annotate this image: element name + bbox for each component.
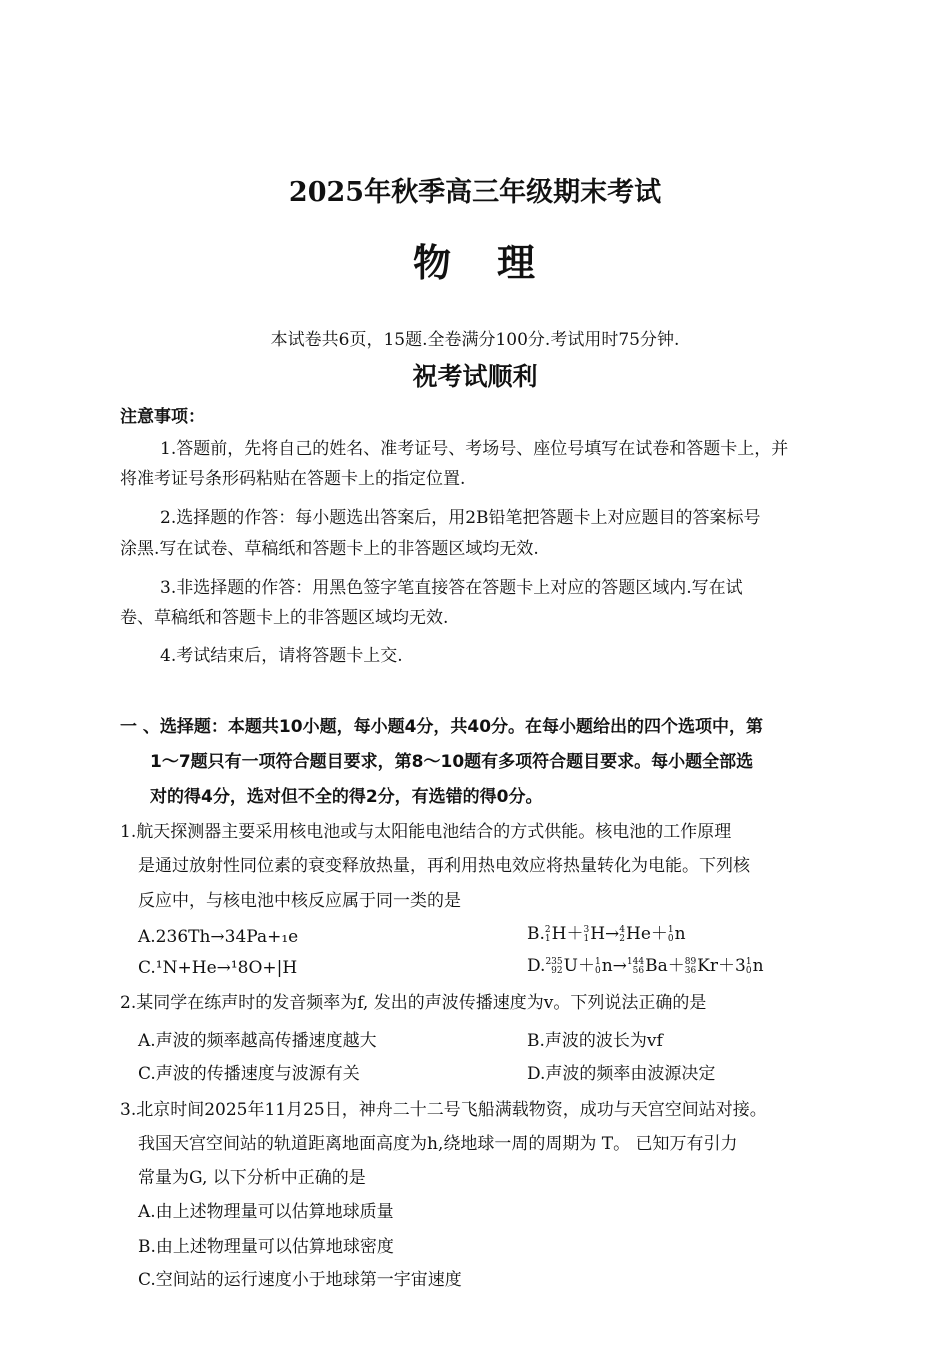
q2-option-d: D.声波的频率由波源决定 [527, 1064, 716, 1084]
q1-option-d-label: D. [527, 956, 546, 976]
notice-item-2-line1: 2.选择题的作答：每小题选出答案后，用2B铅笔把答题卡上对应题目的答案标号 [160, 508, 761, 528]
q2-option-a: A.声波的频率越高传播速度越大 [138, 1031, 377, 1051]
q1-line3: 反应中，与核电池中核反应属于同一类的是 [138, 891, 461, 911]
q2-stem: 2.某同学在练声时的发音频率为f, 发出的声波传播速度为v。下列说法正确的是 [120, 993, 707, 1013]
q1-line1: 1.航天探测器主要采用核电池或与太阳能电池结合的方式供能。核电池的工作原理 [120, 822, 732, 842]
notice-item-1-line1: 1.答题前，先将自己的姓名、准考证号、考场号、座位号填写在试卷和答题卡上，并 [160, 439, 789, 459]
notice-item-1-line2: 将准考证号条形码粘贴在答题卡上的指定位置. [120, 469, 466, 489]
notice-item-3-line2: 卷、草稿纸和答题卡上的非答题区域均无效. [120, 608, 449, 628]
notice-heading: 注意事项： [120, 407, 205, 427]
exam-title: 2025年秋季高三年级期末考试 [288, 177, 662, 208]
q1-option-b: B.2 1H＋3 1H→4 2He＋1 0n [527, 924, 686, 944]
blessing: 祝考试顺利 [412, 362, 538, 391]
q3-option-b: B.由上述物理量可以估算地球密度 [138, 1237, 394, 1257]
section1-line3: 对的得4分，选对但不全的得2分，有选错的得0分。 [150, 787, 543, 807]
q1-option-d: D.235 92U＋1 0n→144 56Ba＋89 36Kr＋31 0n [527, 956, 764, 976]
q1-option-c: C.¹N+He→¹8O+|H [138, 958, 298, 978]
subject-char-2: 理 [497, 240, 538, 285]
q3-line3: 常量为G, 以下分析中正确的是 [138, 1168, 366, 1188]
q3-option-c: C.空间站的运行速度小于地球第一宇宙速度 [138, 1270, 462, 1290]
q2-option-b: B.声波的波长为vf [527, 1031, 663, 1051]
q1-line2: 是通过放射性同位素的衰变释放热量，再利用热电效应将热量转化为电能。下列核 [138, 856, 750, 876]
q3-line2: 我国天宫空间站的轨道距离地面高度为h,绕地球一周的周期为 T。 已知万有引力 [138, 1134, 738, 1154]
notice-item-4: 4.考试结束后，请将答题卡上交. [160, 646, 403, 666]
notice-item-3-line1: 3.非选择题的作答：用黑色签字笔直接答在答题卡上对应的答题区域内.写在试 [160, 578, 743, 598]
section1-line1: 一 、选择题：本题共10小题，每小题4分，共40分。在每小题给出的四个选项中，第 [120, 717, 764, 737]
q3-option-a: A.由上述物理量可以估算地球质量 [138, 1202, 394, 1222]
q1-option-a: A.236Th→34Pa+₁e [138, 927, 299, 947]
q2-option-c: C.声波的传播速度与波源有关 [138, 1064, 360, 1084]
subject-char-1: 物 [412, 240, 453, 285]
notice-item-2-line2: 涂黑.写在试卷、草稿纸和答题卡上的非答题区域均无效. [120, 539, 539, 559]
section1-line2: 1～7题只有一项符合题目要求，第8～10题有多项符合题目要求。每小题全部选 [150, 752, 754, 772]
subject-title [0, 232, 950, 287]
q1-option-b-label: B. [527, 924, 545, 944]
exam-intro: 本试卷共6页，15题.全卷满分100分.考试用时75分钟. [270, 330, 680, 350]
q3-line1: 3.北京时间2025年11月25日，神舟二十二号飞船满载物资，成功与天宫空间站对接。 [120, 1100, 767, 1120]
